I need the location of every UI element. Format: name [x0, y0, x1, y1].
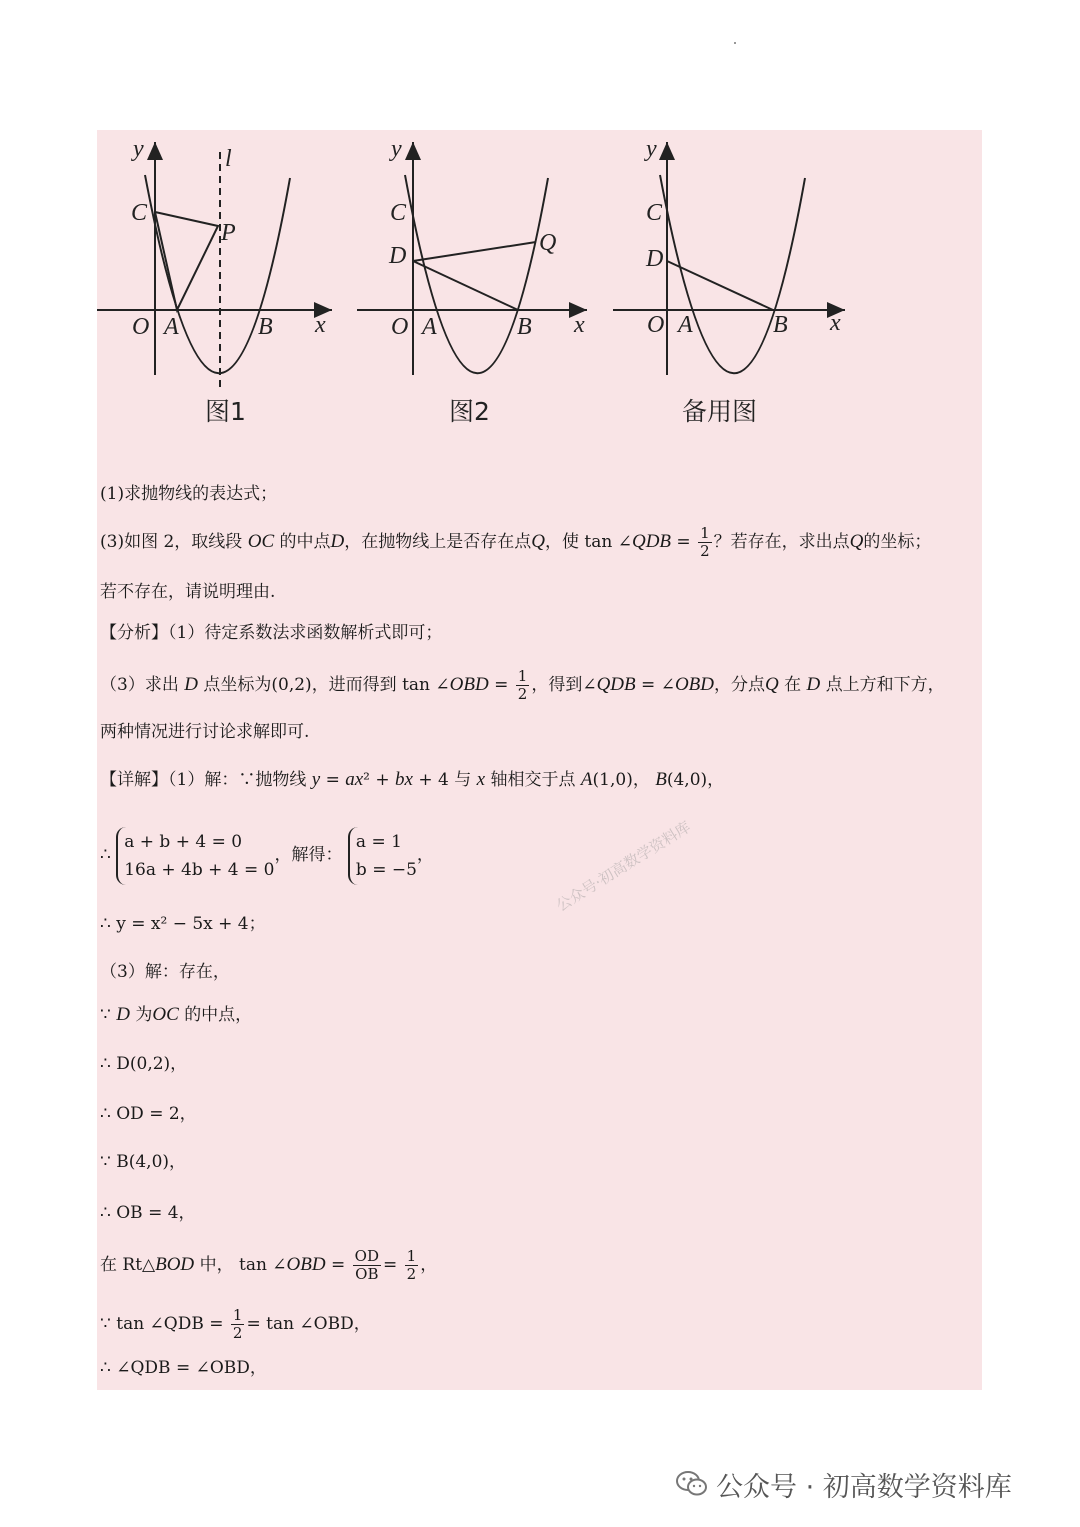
fig2-label-c: C: [390, 200, 407, 226]
fig2-caption: 图2: [449, 397, 490, 426]
fig3-parabola: [660, 175, 805, 373]
figures-row: [97, 130, 982, 460]
frac-od-ob: $\frac{OD}{OB}$: [354, 1247, 379, 1283]
system-equations: ∴ a + b + 4 = 0 16a + 4b + 4 = 0 ，解得： a = 1 b = −5 ，: [100, 825, 434, 885]
step3-title: （3）解：存在，: [100, 962, 230, 982]
fig3-caption: 备用图: [682, 397, 758, 426]
fig1-label-b: B: [258, 314, 273, 340]
fig2-label-a: A: [422, 314, 437, 340]
problem-panel: [97, 130, 982, 1390]
frac-half-4: $\frac{1}{2}$: [232, 1306, 243, 1342]
fig3-label-b: B: [773, 312, 788, 338]
step-angle-eq: ∴ ∠QDB = ∠OBD，: [100, 1358, 267, 1378]
fig3-label-a: A: [678, 312, 693, 338]
fig3-label-d: D: [646, 246, 664, 272]
analysis-3-cont: 两种情况进行讨论求解即可.: [100, 722, 310, 742]
fig2-label-b: B: [517, 314, 532, 340]
fig2-label-y: y: [391, 136, 402, 162]
wechat-icon: [676, 1470, 708, 1498]
step-od: ∴ OD = 2，: [100, 1104, 197, 1124]
fig1-label-c: C: [131, 200, 148, 226]
fig3-label-c: C: [646, 200, 663, 226]
detail-1: 【详解】（1）解：∵抛物线 y = ax² + bx + 4 与 x 轴相交于点 A(1,0)， B(4,0)，: [100, 769, 725, 790]
fig1-label-x: x: [315, 312, 326, 338]
step-tan-qdb: ∵ tan ∠QDB = $\frac{1}{2}$ = tan ∠OBD，: [100, 1306, 371, 1342]
fig2-parabola: [405, 175, 548, 373]
question-1: (1)求抛物线的表达式；: [100, 484, 278, 504]
stray-dot: [734, 42, 736, 44]
footer-brand: [676, 1464, 1012, 1504]
step-rt-tan: 在 Rt△BOD 中， tan ∠OBD = $\frac{OD}{OB}$ = $\frac{1}{2}$ ，: [100, 1247, 438, 1283]
system-2: a = 1 b = −5: [348, 827, 417, 885]
fig2-label-x: x: [574, 312, 585, 338]
question-3: (3)如图 2，取线段 OC 的中点D，在抛物线上是否存在点Q，使 tan ∠QDB = $\frac{1}{2}$ ？若存在，求出点Q的坐标；: [100, 524, 932, 560]
fig3-label-o: O: [647, 312, 665, 338]
fig2-label-d: D: [389, 243, 407, 269]
step-b-coord: ∵ B(4,0)，: [100, 1152, 187, 1172]
result-expression: ∴ y = x² − 5x + 4；: [100, 914, 266, 934]
fig1-caption: 图1: [205, 397, 246, 426]
system-1: a + b + 4 = 0 16a + 4b + 4 = 0: [116, 827, 274, 885]
fig2-line-dq: [413, 242, 536, 261]
footer-text: 公众号 · 初高数学资料库: [716, 1471, 1012, 1503]
fig1-label-y: y: [133, 136, 144, 162]
fig3-label-y: y: [646, 136, 657, 162]
fig2-label-o: O: [391, 314, 409, 340]
analysis-1: 【分析】（1）待定系数法求函数解析式即可；: [100, 623, 443, 643]
question-3-cont: 若不存在，请说明理由.: [100, 582, 276, 602]
fig2-label-q: Q: [539, 230, 557, 256]
frac-half-3: $\frac{1}{2}$: [406, 1247, 417, 1283]
fig1-label-o: O: [132, 314, 150, 340]
step-d-midpoint: ∵ D 为OC 的中点，: [100, 1004, 253, 1025]
fig3-label-x: x: [830, 310, 841, 336]
fig1-parabola: [145, 175, 290, 373]
fig3-line-db: [667, 261, 773, 310]
analysis-3: （3）求出 D 点坐标为(0,2)，进而得到 tan ∠OBD = $\frac{1}{2}$ ，得到∠QDB = ∠OBD，分点Q 在 D 点上方和下方，: [100, 667, 945, 703]
fig1-label-a: A: [164, 314, 179, 340]
fig1-label-l: l: [225, 146, 232, 172]
step-d-coord: ∴ D(0,2)，: [100, 1054, 188, 1074]
watermark: 公众号·初高数学资料库: [553, 817, 694, 915]
fig1-label-p: P: [221, 220, 236, 246]
frac-half: $\frac{1}{2}$: [700, 524, 710, 560]
frac-half-2: $\frac{1}{2}$: [517, 667, 528, 703]
step-ob: ∴ OB = 4，: [100, 1203, 196, 1223]
